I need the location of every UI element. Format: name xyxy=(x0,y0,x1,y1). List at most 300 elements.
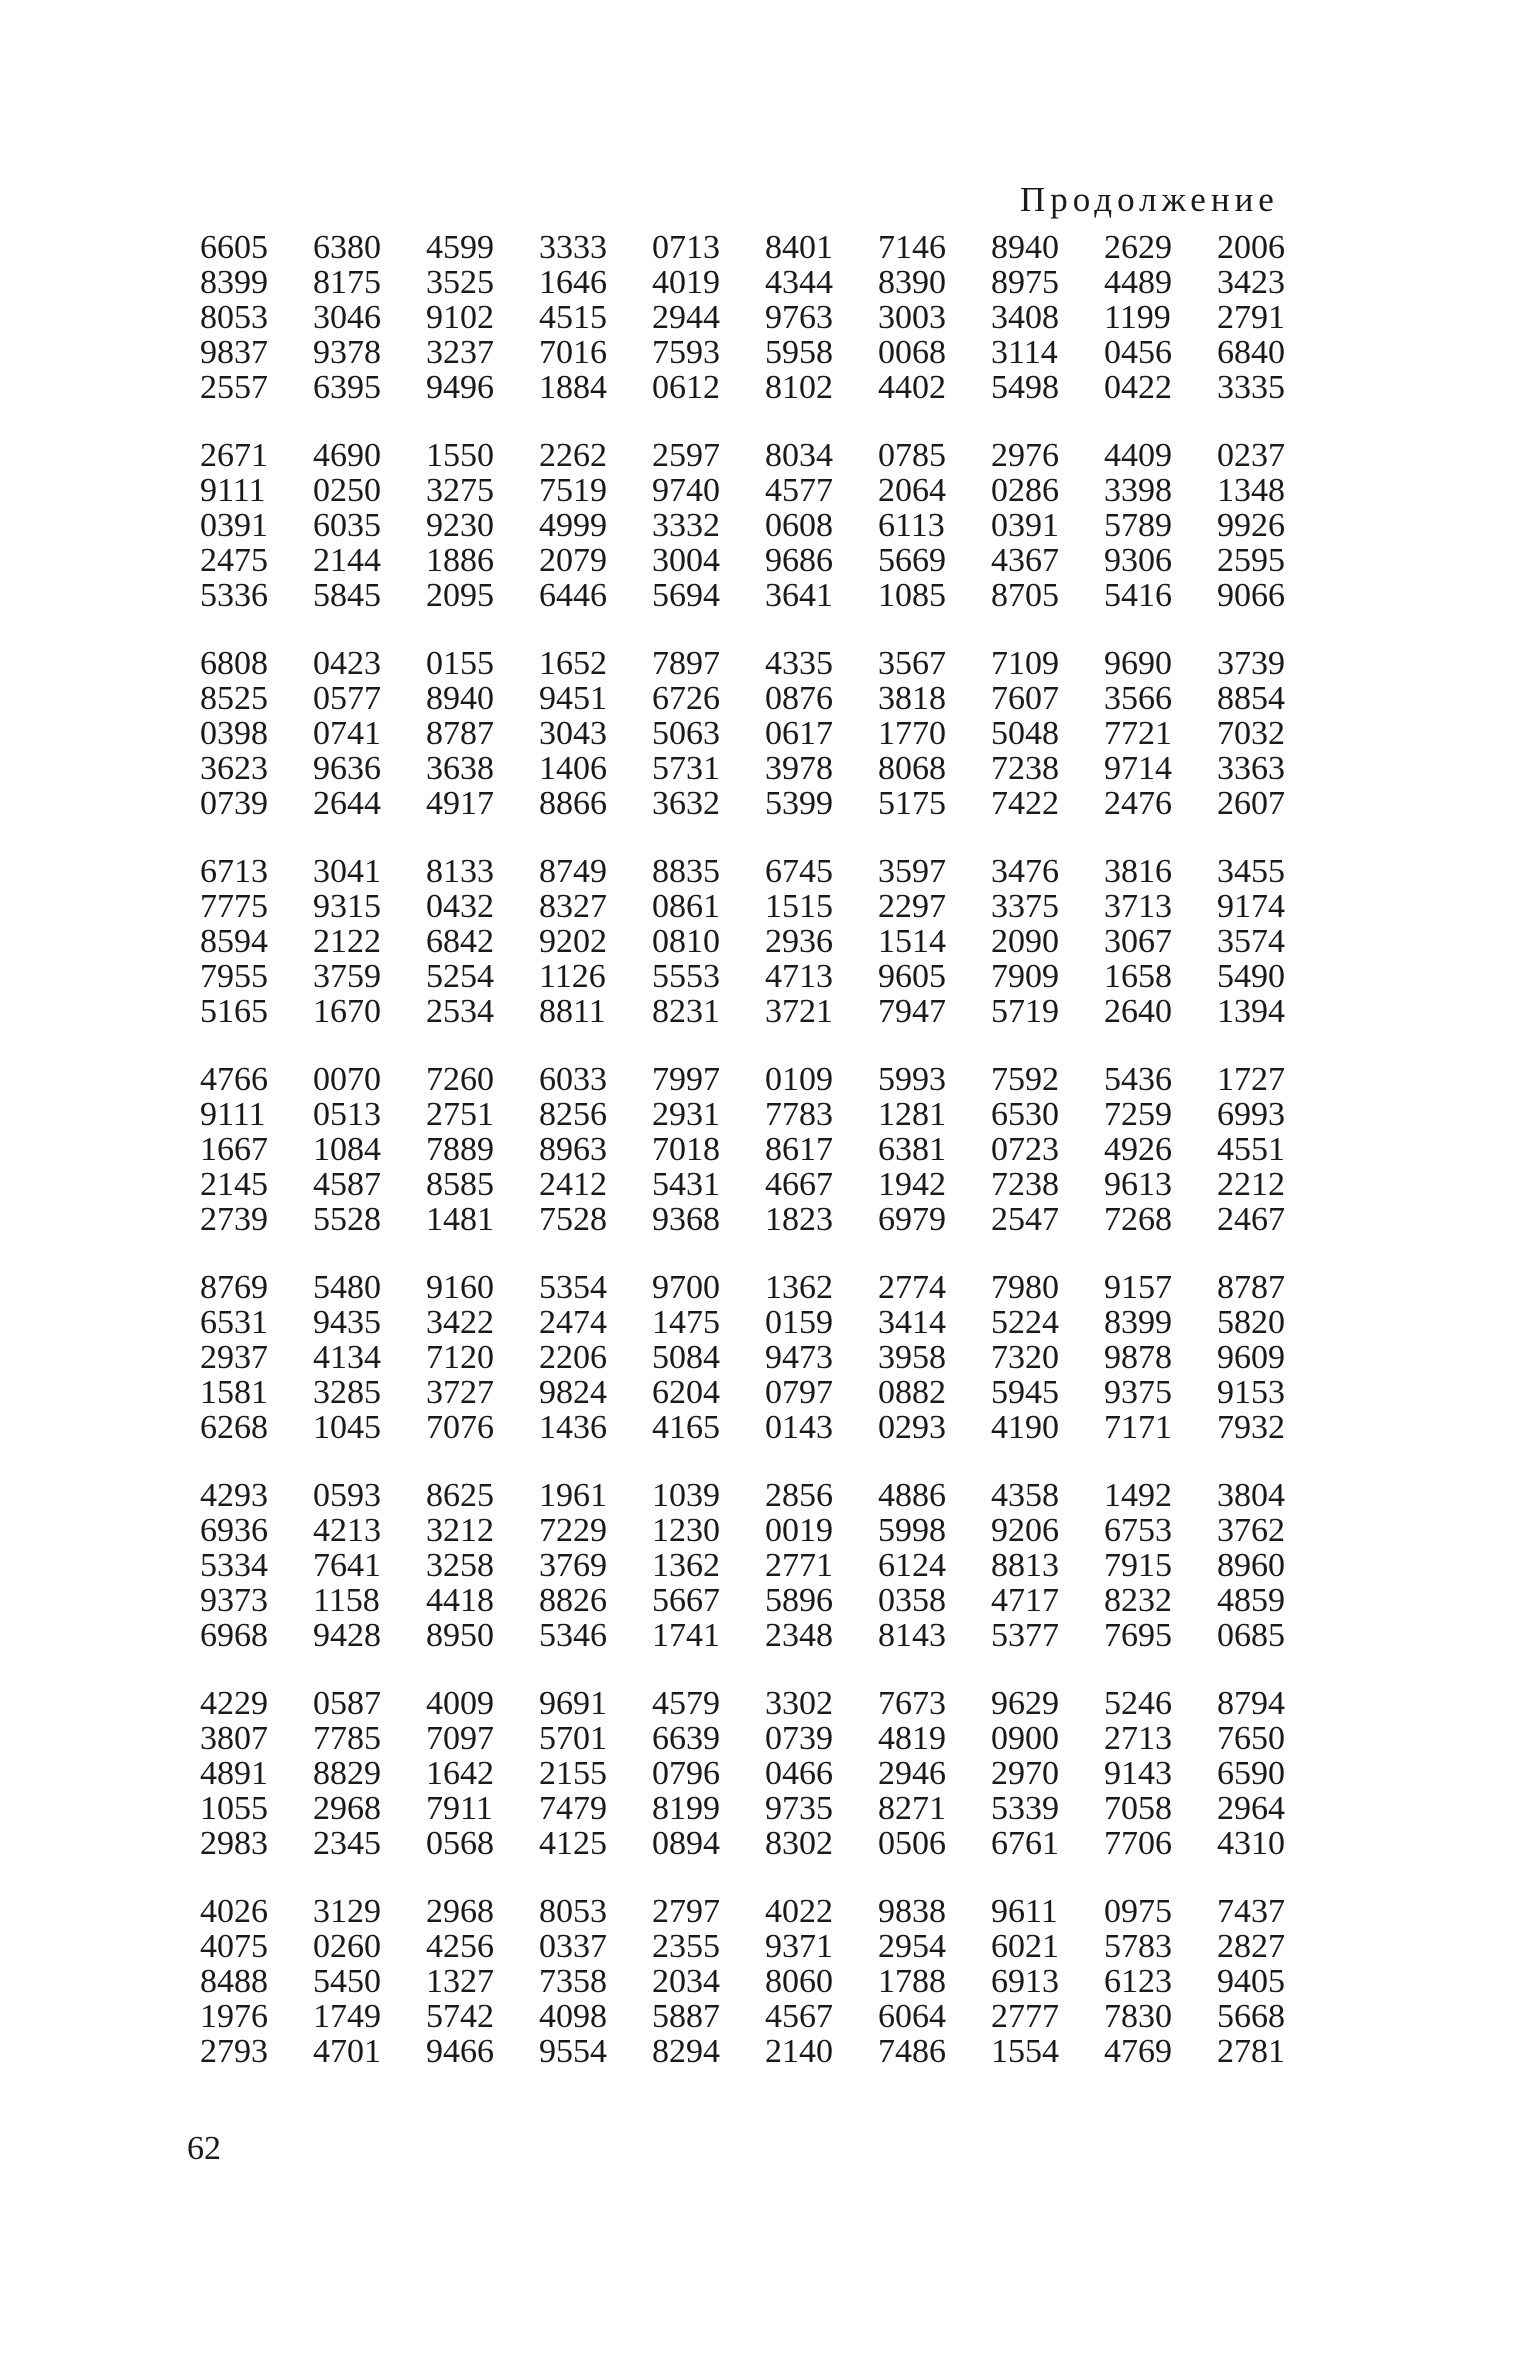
table-cell: 9405 xyxy=(1217,1963,1285,2000)
table-cell: 9368 xyxy=(652,1201,720,1238)
table-row xyxy=(200,1132,1330,1167)
table-cell: 8787 xyxy=(1217,1269,1285,1306)
table-row xyxy=(200,1826,1330,1861)
table-cell: 3727 xyxy=(426,1374,494,1411)
table-cell: 7721 xyxy=(1104,715,1172,752)
table-cell: 7785 xyxy=(313,1720,381,1757)
table-cell: 8231 xyxy=(652,993,720,1030)
table-cell: 0900 xyxy=(991,1720,1059,1757)
table-cell: 6968 xyxy=(200,1617,268,1654)
table-cell: 3455 xyxy=(1217,853,1285,890)
table-cell: 9111 xyxy=(200,472,266,509)
table-cell: 9496 xyxy=(426,369,494,406)
table-cell: 4769 xyxy=(1104,2033,1172,2070)
table-cell: 4587 xyxy=(313,1166,381,1203)
table-cell: 6033 xyxy=(539,1061,607,1098)
table-cell: 6021 xyxy=(991,1928,1059,1965)
table-cell: 8390 xyxy=(878,264,946,301)
table-cell: 7268 xyxy=(1104,1201,1172,1238)
table-cell: 9636 xyxy=(313,750,381,787)
table-cell: 6605 xyxy=(200,229,268,266)
table-row xyxy=(200,300,1330,335)
table-cell: 5431 xyxy=(652,1166,720,1203)
table-row xyxy=(200,543,1330,578)
table-cell: 0587 xyxy=(313,1685,381,1722)
table-cell: 9611 xyxy=(991,1893,1058,1930)
table-cell: 6842 xyxy=(426,923,494,960)
table-cell: 3302 xyxy=(765,1685,833,1722)
table-row xyxy=(200,889,1330,924)
table-cell: 5165 xyxy=(200,993,268,1030)
table-cell: 3332 xyxy=(652,507,720,544)
table-cell: 7997 xyxy=(652,1061,720,1098)
table-row xyxy=(200,1548,1330,1583)
table-cell: 3958 xyxy=(878,1339,946,1376)
table-cell: 3046 xyxy=(313,299,381,336)
table-cell: 3285 xyxy=(313,1374,381,1411)
table-cell: 4551 xyxy=(1217,1131,1285,1168)
table-cell: 4766 xyxy=(200,1061,268,1098)
table-cell: 5254 xyxy=(426,958,494,995)
table-row xyxy=(200,786,1330,821)
table-cell: 6381 xyxy=(878,1131,946,1168)
table-cell: 0143 xyxy=(765,1409,833,1446)
table-cell: 2534 xyxy=(426,993,494,1030)
table-cell: 8053 xyxy=(200,299,268,336)
table-cell: 0577 xyxy=(313,680,381,717)
table-cell: 1658 xyxy=(1104,958,1172,995)
table-cell: 7593 xyxy=(652,334,720,371)
table-cell: 3335 xyxy=(1217,369,1285,406)
table-cell: 3762 xyxy=(1217,1512,1285,1549)
table-cell: 7830 xyxy=(1104,1998,1172,2035)
table-row xyxy=(200,1929,1330,1964)
table-row xyxy=(200,578,1330,613)
table-cell: 1039 xyxy=(652,1477,720,1514)
table-cell: 1581 xyxy=(200,1374,268,1411)
table-cell: 5993 xyxy=(878,1061,946,1098)
table-cell: 8749 xyxy=(539,853,607,890)
table-cell: 1642 xyxy=(426,1755,494,1792)
table-cell: 3641 xyxy=(765,577,833,614)
table-cell: 0796 xyxy=(652,1755,720,1792)
table-cell: 7932 xyxy=(1217,1409,1285,1446)
table-cell: 1727 xyxy=(1217,1061,1285,1098)
digit-block xyxy=(200,646,1330,821)
table-cell: 9066 xyxy=(1217,577,1285,614)
table-cell: 6979 xyxy=(878,1201,946,1238)
table-cell: 4489 xyxy=(1104,264,1172,301)
table-cell: 9451 xyxy=(539,680,607,717)
table-row xyxy=(200,1270,1330,1305)
table-cell: 4075 xyxy=(200,1928,268,1965)
table-cell: 3713 xyxy=(1104,888,1172,925)
table-cell: 3212 xyxy=(426,1512,494,1549)
table-cell: 4515 xyxy=(539,299,607,336)
table-cell: 7695 xyxy=(1104,1617,1172,1654)
table-cell: 2781 xyxy=(1217,2033,1285,2070)
table-cell: 2629 xyxy=(1104,229,1172,266)
table-cell: 1554 xyxy=(991,2033,1059,2070)
table-cell: 4701 xyxy=(313,2033,381,2070)
table-row xyxy=(200,751,1330,786)
table-cell: 9378 xyxy=(313,334,381,371)
table-cell: 4256 xyxy=(426,1928,494,1965)
table-cell: 3275 xyxy=(426,472,494,509)
table-row xyxy=(200,959,1330,994)
table-cell: 1492 xyxy=(1104,1477,1172,1514)
table-cell: 9554 xyxy=(539,2033,607,2070)
table-cell: 7650 xyxy=(1217,1720,1285,1757)
table-cell: 8256 xyxy=(539,1096,607,1133)
table-cell: 2474 xyxy=(539,1304,607,1341)
table-cell: 2079 xyxy=(539,542,607,579)
table-cell: 7422 xyxy=(991,785,1059,822)
table-cell: 7238 xyxy=(991,1166,1059,1203)
table-cell: 4358 xyxy=(991,1477,1059,1514)
table-cell: 9691 xyxy=(539,1685,607,1722)
page-number: 62 xyxy=(187,2130,221,2167)
table-cell: 0337 xyxy=(539,1928,607,1965)
table-row xyxy=(200,1964,1330,1999)
table-cell: 7897 xyxy=(652,645,720,682)
table-cell: 3375 xyxy=(991,888,1059,925)
table-cell: 8143 xyxy=(878,1617,946,1654)
table-cell: 6268 xyxy=(200,1409,268,1446)
table-cell: 5668 xyxy=(1217,1998,1285,2035)
table-cell: 2597 xyxy=(652,437,720,474)
table-cell: 6113 xyxy=(878,507,945,544)
digit-block xyxy=(200,854,1330,1029)
table-cell: 3721 xyxy=(765,993,833,1030)
table-cell: 7519 xyxy=(539,472,607,509)
table-cell: 3258 xyxy=(426,1547,494,1584)
table-cell: 2064 xyxy=(878,472,946,509)
table-cell: 5063 xyxy=(652,715,720,752)
table-cell: 1436 xyxy=(539,1409,607,1446)
table-cell: 1886 xyxy=(426,542,494,579)
table-cell: 2144 xyxy=(313,542,381,579)
table-cell: 9605 xyxy=(878,958,946,995)
table-cell: 2206 xyxy=(539,1339,607,1376)
table-cell: 3574 xyxy=(1217,923,1285,960)
table-cell: 7058 xyxy=(1104,1790,1172,1827)
table-cell: 2412 xyxy=(539,1166,607,1203)
table-cell: 5480 xyxy=(313,1269,381,1306)
table-cell: 7238 xyxy=(991,750,1059,787)
table-cell: 2774 xyxy=(878,1269,946,1306)
digit-block xyxy=(200,230,1330,405)
table-cell: 0423 xyxy=(313,645,381,682)
table-cell: 8401 xyxy=(765,229,833,266)
table-cell: 2946 xyxy=(878,1755,946,1792)
table-row xyxy=(200,1894,1330,1929)
table-cell: 2595 xyxy=(1217,542,1285,579)
table-cell: 5694 xyxy=(652,577,720,614)
table-cell: 4335 xyxy=(765,645,833,682)
table-cell: 2122 xyxy=(313,923,381,960)
table-cell: 2262 xyxy=(539,437,607,474)
table-cell: 9157 xyxy=(1104,1269,1172,1306)
table-cell: 2034 xyxy=(652,1963,720,2000)
table-cell: 7109 xyxy=(991,645,1059,682)
table-cell: 2090 xyxy=(991,923,1059,960)
table-cell: 8594 xyxy=(200,923,268,960)
table-cell: 8294 xyxy=(652,2033,720,2070)
table-cell: 5998 xyxy=(878,1512,946,1549)
table-cell: 4229 xyxy=(200,1685,268,1722)
table-cell: 6993 xyxy=(1217,1096,1285,1133)
table-cell: 0861 xyxy=(652,888,720,925)
table-cell: 1550 xyxy=(426,437,494,474)
table-row xyxy=(200,1618,1330,1653)
table-cell: 5334 xyxy=(200,1547,268,1584)
random-digits-table xyxy=(200,230,1330,2102)
table-cell: 6380 xyxy=(313,229,381,266)
table-cell: 7607 xyxy=(991,680,1059,717)
table-cell: 2095 xyxy=(426,577,494,614)
table-cell: 8133 xyxy=(426,853,494,890)
table-cell: 7358 xyxy=(539,1963,607,2000)
table-cell: 9111 xyxy=(200,1096,266,1133)
table-cell: 3566 xyxy=(1104,680,1172,717)
table-cell: 1976 xyxy=(200,1998,268,2035)
table-cell: 3408 xyxy=(991,299,1059,336)
table-cell: 2557 xyxy=(200,369,268,406)
table-cell: 2713 xyxy=(1104,1720,1172,1757)
table-cell: 7783 xyxy=(765,1096,833,1133)
table-cell: 1475 xyxy=(652,1304,720,1341)
table-cell: 2944 xyxy=(652,299,720,336)
table-cell: 0456 xyxy=(1104,334,1172,371)
table-row xyxy=(200,230,1330,265)
table-cell: 8327 xyxy=(539,888,607,925)
table-cell: 7947 xyxy=(878,993,946,1030)
table-cell: 6808 xyxy=(200,645,268,682)
table-cell: 2777 xyxy=(991,1998,1059,2035)
table-row xyxy=(200,473,1330,508)
table-cell: 4344 xyxy=(765,264,833,301)
table-cell: 0739 xyxy=(765,1720,833,1757)
table-cell: 3333 xyxy=(539,229,607,266)
table-cell: 9428 xyxy=(313,1617,381,1654)
table-cell: 4859 xyxy=(1217,1582,1285,1619)
table-cell: 0612 xyxy=(652,369,720,406)
table-cell: 9160 xyxy=(426,1269,494,1306)
table-cell: 9613 xyxy=(1104,1166,1172,1203)
table-cell: 5845 xyxy=(313,577,381,614)
table-cell: 1126 xyxy=(539,958,606,995)
table-cell: 0293 xyxy=(878,1409,946,1446)
table-cell: 8963 xyxy=(539,1131,607,1168)
table-row xyxy=(200,681,1330,716)
table-cell: 9435 xyxy=(313,1304,381,1341)
table-cell: 8960 xyxy=(1217,1547,1285,1584)
table-cell: 2937 xyxy=(200,1339,268,1376)
table-cell: 7146 xyxy=(878,229,946,266)
table-cell: 3003 xyxy=(878,299,946,336)
table-cell: 3816 xyxy=(1104,853,1172,890)
table-cell: 4019 xyxy=(652,264,720,301)
table-cell: 8705 xyxy=(991,577,1059,614)
table-row xyxy=(200,646,1330,681)
table-cell: 0068 xyxy=(878,334,946,371)
table-cell: 5490 xyxy=(1217,958,1285,995)
table-cell: 5887 xyxy=(652,1998,720,2035)
continuation-heading: Продолжение xyxy=(1020,180,1279,219)
table-cell: 7486 xyxy=(878,2033,946,2070)
table-cell: 2607 xyxy=(1217,785,1285,822)
table-cell: 3807 xyxy=(200,1720,268,1757)
table-cell: 4667 xyxy=(765,1166,833,1203)
table-cell: 7076 xyxy=(426,1409,494,1446)
table-cell: 1362 xyxy=(652,1547,720,1584)
table-cell: 5820 xyxy=(1217,1304,1285,1341)
digit-block xyxy=(200,1062,1330,1237)
table-cell: 8034 xyxy=(765,437,833,474)
table-cell: 3398 xyxy=(1104,472,1172,509)
table-cell: 3739 xyxy=(1217,645,1285,682)
table-row xyxy=(200,1478,1330,1513)
table-cell: 8829 xyxy=(313,1755,381,1792)
digit-block xyxy=(200,1478,1330,1653)
table-cell: 8617 xyxy=(765,1131,833,1168)
table-cell: 8835 xyxy=(652,853,720,890)
table-cell: 8811 xyxy=(539,993,606,1030)
table-cell: 4577 xyxy=(765,472,833,509)
table-cell: 5354 xyxy=(539,1269,607,1306)
table-cell: 3043 xyxy=(539,715,607,752)
table-cell: 9686 xyxy=(765,542,833,579)
table-cell: 3422 xyxy=(426,1304,494,1341)
table-cell: 0250 xyxy=(313,472,381,509)
table-row xyxy=(200,1756,1330,1791)
table-cell: 1515 xyxy=(765,888,833,925)
table-cell: 1084 xyxy=(313,1131,381,1168)
table-cell: 4717 xyxy=(991,1582,1059,1619)
table-cell: 2547 xyxy=(991,1201,1059,1238)
table-cell: 5528 xyxy=(313,1201,381,1238)
table-cell: 4999 xyxy=(539,507,607,544)
table-cell: 3638 xyxy=(426,750,494,787)
table-cell: 6761 xyxy=(991,1825,1059,1862)
table-row xyxy=(200,1791,1330,1826)
table-cell: 0286 xyxy=(991,472,1059,509)
table-cell: 0882 xyxy=(878,1374,946,1411)
table-row xyxy=(200,994,1330,1029)
table-cell: 8585 xyxy=(426,1166,494,1203)
table-cell: 3769 xyxy=(539,1547,607,1584)
table-cell: 6590 xyxy=(1217,1755,1285,1792)
table-row xyxy=(200,1721,1330,1756)
table-cell: 4917 xyxy=(426,785,494,822)
table-cell: 4009 xyxy=(426,1685,494,1722)
table-row xyxy=(200,1999,1330,2034)
table-cell: 9740 xyxy=(652,472,720,509)
table-cell: 0617 xyxy=(765,715,833,752)
table-cell: 7909 xyxy=(991,958,1059,995)
table-cell: 2791 xyxy=(1217,299,1285,336)
table-cell: 8625 xyxy=(426,1477,494,1514)
table-cell: 5224 xyxy=(991,1304,1059,1341)
table-cell: 2976 xyxy=(991,437,1059,474)
table-cell: 4134 xyxy=(313,1339,381,1376)
table-cell: 3129 xyxy=(313,1893,381,1930)
table-cell: 8525 xyxy=(200,680,268,717)
table-cell: 5896 xyxy=(765,1582,833,1619)
table-cell: 0975 xyxy=(1104,1893,1172,1930)
table-cell: 5084 xyxy=(652,1339,720,1376)
table-cell: 4819 xyxy=(878,1720,946,1757)
table-cell: 1055 xyxy=(200,1790,268,1827)
table-cell: 7955 xyxy=(200,958,268,995)
table-cell: 0797 xyxy=(765,1374,833,1411)
table-cell: 0894 xyxy=(652,1825,720,1862)
table-cell: 8854 xyxy=(1217,680,1285,717)
table-cell: 9375 xyxy=(1104,1374,1172,1411)
table-cell: 9466 xyxy=(426,2033,494,2070)
table-row xyxy=(200,1686,1330,1721)
table-cell: 0391 xyxy=(200,507,268,544)
table-cell: 6726 xyxy=(652,680,720,717)
table-cell: 2155 xyxy=(539,1755,607,1792)
table-cell: 8794 xyxy=(1217,1685,1285,1722)
table-cell: 1281 xyxy=(878,1096,946,1133)
table-cell: 1646 xyxy=(539,264,607,301)
table-cell: 6840 xyxy=(1217,334,1285,371)
table-cell: 7592 xyxy=(991,1061,1059,1098)
table-cell: 0685 xyxy=(1217,1617,1285,1654)
table-cell: 5789 xyxy=(1104,507,1172,544)
table-cell: 4310 xyxy=(1217,1825,1285,1862)
table-cell: 7437 xyxy=(1217,1893,1285,1930)
table-cell: 0398 xyxy=(200,715,268,752)
table-cell: 7018 xyxy=(652,1131,720,1168)
table-cell: 3363 xyxy=(1217,750,1285,787)
table-cell: 5450 xyxy=(313,1963,381,2000)
table-cell: 2954 xyxy=(878,1928,946,1965)
table-cell: 1942 xyxy=(878,1166,946,1203)
table-cell: 7889 xyxy=(426,1131,494,1168)
table-cell: 2793 xyxy=(200,2033,268,2070)
table-cell: 0713 xyxy=(652,229,720,266)
table-cell: 9373 xyxy=(200,1582,268,1619)
table-cell: 7016 xyxy=(539,334,607,371)
table-row xyxy=(200,508,1330,543)
table-cell: 0237 xyxy=(1217,437,1285,474)
table-cell: 1362 xyxy=(765,1269,833,1306)
table-cell: 2797 xyxy=(652,1893,720,1930)
digit-block xyxy=(200,438,1330,613)
table-cell: 9878 xyxy=(1104,1339,1172,1376)
table-cell: 3004 xyxy=(652,542,720,579)
table-cell: 3237 xyxy=(426,334,494,371)
table-cell: 5731 xyxy=(652,750,720,787)
table-cell: 8866 xyxy=(539,785,607,822)
table-cell: 4022 xyxy=(765,1893,833,1930)
table-cell: 2348 xyxy=(765,1617,833,1654)
digit-block xyxy=(200,1686,1330,1861)
table-cell: 4165 xyxy=(652,1409,720,1446)
table-cell: 8068 xyxy=(878,750,946,787)
table-cell: 6446 xyxy=(539,577,607,614)
table-cell: 8271 xyxy=(878,1790,946,1827)
table-cell: 6745 xyxy=(765,853,833,890)
table-cell: 9763 xyxy=(765,299,833,336)
table-cell: 0019 xyxy=(765,1512,833,1549)
table-cell: 4567 xyxy=(765,1998,833,2035)
table-cell: 2671 xyxy=(200,437,268,474)
